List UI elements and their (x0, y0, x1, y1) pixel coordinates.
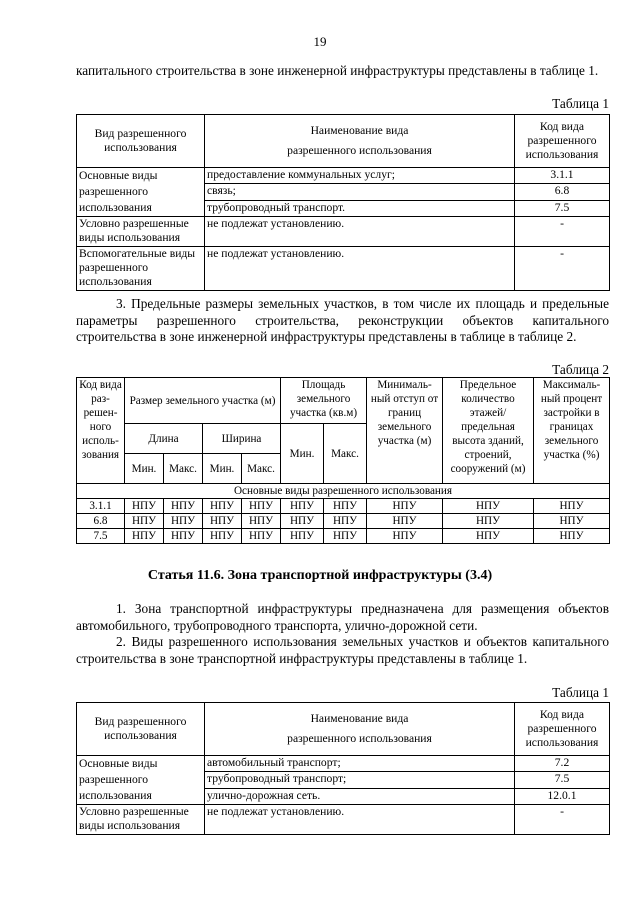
table1-header-code: Код вида разрешенного использования (515, 115, 610, 168)
table2-cell: НПУ (367, 529, 443, 544)
table3-row-name: улично-дорожная сеть. (205, 788, 515, 804)
table1-group-main: Основные виды разрешенного использования (77, 168, 205, 217)
table1-row-code: 6.8 (515, 184, 610, 200)
table1-row-code: 3.1.1 (515, 168, 610, 184)
table3-header-code: Код вида разрешенного использования (515, 703, 610, 756)
table2-cell: НПУ (281, 499, 324, 514)
table2-cell: НПУ (242, 499, 281, 514)
table2-cell: НПУ (164, 529, 203, 544)
table2-row-code: 6.8 (77, 514, 125, 529)
table2-cell: НПУ (203, 514, 242, 529)
table2-cell: НПУ (534, 529, 610, 544)
table2-header-percent: Максималь-ный процент застройки в границах земельного участка (%) (534, 378, 610, 484)
table1-header-name-line2: разрешенного использования (287, 144, 432, 157)
table2-header-area: Площадь земельного участка (кв.м) (281, 378, 367, 424)
table3-conditional-code: - (515, 805, 610, 835)
table3-caption: Таблица 1 (552, 685, 609, 700)
table2-cell: НПУ (164, 514, 203, 529)
table1 (76, 114, 610, 291)
table1-row-name: трубопроводный транспорт. (205, 200, 515, 216)
table2-header-length: Длина (125, 424, 203, 454)
table1-row-name: предоставление коммунальных услуг; (205, 168, 515, 184)
transport-paragraph-2: 2. Виды разрешенного использования земельных участков и объектов капитального строительства в зоне транспортной инфраструктуры представлены в таблице 1. (76, 634, 609, 666)
table2-header-area-max: Макс. (324, 424, 367, 484)
table1-group-aux: Вспомогательные виды разрешенного использования (77, 247, 205, 291)
transport-paragraph-1: 1. Зона транспортной инфраструктуры предназначена для размещения объектов автомобильного, трубопроводного транспорта, улично-дорожной сети. (76, 601, 609, 633)
intro-paragraph: капитального строительства в зоне инженерной инфраструктуры представлены в таблице 1. (76, 63, 599, 78)
table1-row-code: 7.5 (515, 200, 610, 216)
table1-conditional-code: - (515, 217, 610, 247)
table1-header-kind: Вид разрешенного использования (77, 115, 205, 168)
table2-section-label: Основные виды разрешенного использования (77, 484, 610, 499)
table2-cell: НПУ (242, 529, 281, 544)
table2-cell: НПУ (443, 514, 534, 529)
table3 (76, 702, 610, 835)
table3-row-code: 7.2 (515, 756, 610, 772)
table2-header-size: Размер земельного участка (м) (125, 378, 281, 424)
table2-cell: НПУ (367, 514, 443, 529)
table3-group-conditional: Условно разрешенные виды использования (77, 805, 205, 835)
table2-cell: НПУ (164, 499, 203, 514)
table2-row-code: 3.1.1 (77, 499, 125, 514)
table2-cell: НПУ (203, 529, 242, 544)
table3-row-code: 12.0.1 (515, 788, 610, 804)
table2-cell: НПУ (367, 499, 443, 514)
table2-cell: НПУ (125, 499, 164, 514)
table2-header-width: Ширина (203, 424, 281, 454)
table3-conditional-text: не подлежат установлению. (205, 805, 515, 835)
paragraph-3: 3. Предельные размеры земельных участков, в том числе их площадь и предельные параметры разрешенного строительства, реконструкции объектов капитального строительства в зоне инженерной инфраструктуры представлены в таблице в таблице 2. (76, 296, 609, 344)
table2-header-code: Код вида раз-решен-ного исполь-зования (77, 378, 125, 484)
table2-cell: НПУ (125, 514, 164, 529)
table1-group-conditional: Условно разрешенные виды использования (77, 217, 205, 247)
table2-header-length-min: Мин. (125, 454, 164, 484)
table3-row-name: трубопроводный транспорт; (205, 772, 515, 788)
table3-row-code: 7.5 (515, 772, 610, 788)
table2-cell: НПУ (281, 514, 324, 529)
table2-header-area-min: Мин. (281, 424, 324, 484)
table1-header-name (205, 115, 515, 168)
table2-cell: НПУ (534, 499, 610, 514)
table2-header-indent: Минималь-ный отступ от границ земельного участка (м) (367, 378, 443, 484)
table2-cell: НПУ (324, 529, 367, 544)
table3-group-main: Основные виды разрешенного использования (77, 756, 205, 805)
table1-conditional-text: не подлежат установлению. (205, 217, 515, 247)
table2-header-width-max: Макс. (242, 454, 281, 484)
table2-cell: НПУ (324, 499, 367, 514)
table2-cell: НПУ (443, 529, 534, 544)
table2 (76, 377, 610, 544)
table1-aux-code: - (515, 247, 610, 291)
table3-header-name-line1: Наименование вида (310, 712, 409, 725)
table2-cell: НПУ (534, 514, 610, 529)
page-number: 19 (313, 34, 327, 49)
table2-cell: НПУ (281, 529, 324, 544)
article-heading: Статья 11.6. Зона транспортной инфраструктуры (3.4) (147, 568, 493, 583)
table1-aux-text: не подлежат установлению. (205, 247, 515, 291)
table2-header-floors: Предельное количество этажей/ предельная высота зданий, строений, сооружений (м) (443, 378, 534, 484)
table2-caption: Таблица 2 (552, 362, 609, 377)
table1-caption: Таблица 1 (552, 96, 609, 111)
table2-cell: НПУ (242, 514, 281, 529)
table2-row-code: 7.5 (77, 529, 125, 544)
table3-header-kind: Вид разрешенного использования (77, 703, 205, 756)
table1-header-name-line1: Наименование вида (310, 124, 409, 137)
table2-cell: НПУ (443, 499, 534, 514)
table2-header-width-min: Мин. (203, 454, 242, 484)
table3-header-name-line2: разрешенного использования (287, 732, 432, 745)
table2-header-length-max: Макс. (164, 454, 203, 484)
table2-cell: НПУ (324, 514, 367, 529)
table2-cell: НПУ (203, 499, 242, 514)
table1-row-name: связь; (205, 184, 515, 200)
table3-row-name: автомобильный транспорт; (205, 756, 515, 772)
table3-header-name (205, 703, 515, 756)
table2-cell: НПУ (125, 529, 164, 544)
